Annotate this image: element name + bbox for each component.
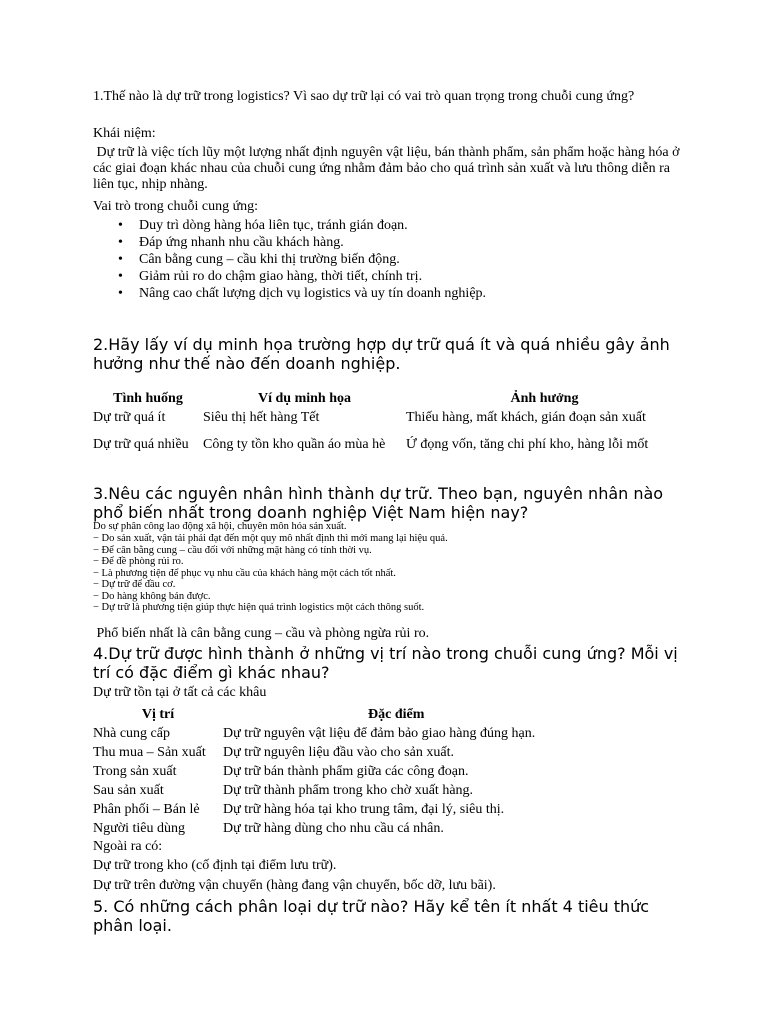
- table-header-cell: Tình huống: [113, 390, 183, 406]
- table-row: [93, 800, 593, 819]
- table-cell: Dự trữ bán thành phẩm giữa các công đoạn.: [223, 763, 469, 779]
- q3-question: 3.Nêu các nguyên nhân hình thành dự trữ. Theo bạn, nguyên nhân nào phổ biến nhất trong doanh nghiệp Việt Nam hiện nay?: [93, 484, 664, 522]
- table-header-cell: Vị trí: [141, 706, 175, 722]
- table-cell: Dự trữ hàng hóa tại kho trung tâm, đại lý, siêu thị.: [223, 801, 505, 817]
- q5-question: 5. Có những cách phân loại dự trữ nào? Hãy kể tên ít nhất 4 tiêu thức phân loại.: [93, 897, 650, 935]
- table-cell: Siêu thị hết hàng Tết: [203, 410, 320, 425]
- dash-icon: −: [93, 579, 102, 590]
- q4-table: [93, 705, 593, 838]
- q1-concept-label: Khái niệm:: [93, 126, 156, 141]
- table-cell: Sau sản xuất: [93, 782, 164, 798]
- table-row: [93, 819, 593, 838]
- table-cell: Thu mua – Sản xuất: [93, 744, 206, 760]
- table-header-cell: Ví dụ minh họa: [258, 390, 351, 406]
- table-cell: Dự trữ hàng dùng cho nhu cầu cá nhân.: [223, 820, 444, 836]
- table-cell: Dự trữ thành phẩm trong kho chờ xuất hàng.: [223, 782, 474, 798]
- dash-icon: −: [93, 590, 102, 602]
- q4-extra-item: Dự trữ trong kho (cố định tại điểm lưu trữ).: [93, 858, 337, 873]
- table-cell: Dự trữ quá nhiều: [93, 437, 189, 452]
- list-item: • Cân bằng cung – cầu khi thị trường biến động.: [113, 252, 693, 268]
- table-cell: Dự trữ quá ít: [93, 410, 166, 425]
- q2-table: [93, 389, 683, 462]
- table-header-row: [93, 705, 593, 724]
- list-item: − Để đề phòng rủi ro.: [93, 556, 184, 567]
- q4-intro: Dự trữ tồn tại ở tất cả các khâu: [93, 685, 267, 700]
- q4-question: 4.Dự trữ được hình thành ở những vị trí nào trong chuỗi cung ứng? Mỗi vị trí có đặc điểm gì khác nhau?: [93, 644, 678, 682]
- table-cell: Dự trữ nguyên vật liệu để đảm bảo giao hàng đúng hạn.: [223, 725, 536, 741]
- dash-icon: −: [93, 533, 102, 544]
- table-cell: Công ty tồn kho quần áo mùa hè: [203, 437, 386, 452]
- list-item: − Dự trữ để đầu cơ.: [93, 579, 176, 590]
- q3-cause-list: [93, 533, 693, 614]
- table-cell: Ứ đọng vốn, tăng chi phí kho, hàng lỗi mốt: [406, 437, 649, 452]
- table-cell: Thiếu hàng, mất khách, gián đoạn sản xuất: [406, 410, 646, 425]
- list-item: − Để cân bằng cung – cầu đối với những mặt hàng có tính thời vụ.: [93, 544, 372, 556]
- table-cell: Người tiêu dùng: [93, 820, 185, 836]
- list-item: − Do hàng không bán được.: [93, 590, 211, 602]
- table-row: [93, 762, 593, 781]
- q1-role-label: Vai trò trong chuỗi cung ứng:: [93, 199, 259, 214]
- table-cell: Phân phối – Bán lẻ: [93, 801, 200, 817]
- table-cell: Trong sản xuất: [93, 763, 177, 779]
- table-cell: Dự trữ nguyên liệu đầu vào cho sản xuất.: [223, 744, 454, 760]
- q2-question: 2.Hãy lấy ví dụ minh họa trường hợp dự trữ quá ít và quá nhiều gây ảnh hưởng như thế nào đến doanh nghiệp.: [93, 335, 670, 373]
- q4-extra-label: Ngoài ra có:: [93, 839, 163, 854]
- table-header-row: [93, 389, 683, 408]
- list-item: • Duy trì dòng hàng hóa liên tục, tránh gián đoạn.: [113, 218, 693, 234]
- list-item: − Là phương tiện để phục vụ nhu cầu của khách hàng một cách tốt nhất.: [93, 567, 396, 579]
- dash-icon: −: [93, 567, 102, 579]
- q3-conclusion: Phổ biến nhất là cân bằng cung – cầu và phòng ngừa rủi ro.: [93, 626, 430, 641]
- table-row: [93, 781, 593, 800]
- table-header-cell: Đặc điểm: [368, 706, 425, 722]
- table-row: [93, 408, 683, 428]
- table-row: [93, 743, 593, 762]
- list-item: • Đáp ứng nhanh nhu cầu khách hàng.: [113, 235, 693, 251]
- table-row: [93, 724, 593, 743]
- q4-extra-item: Dự trữ trên đường vận chuyển (hàng đang vận chuyển, bốc dỡ, lưu bãi).: [93, 878, 496, 893]
- dash-icon: −: [93, 602, 102, 613]
- list-item: • Nâng cao chất lượng dịch vụ logistics và uy tín doanh nghiệp.: [113, 286, 693, 302]
- dash-icon: −: [93, 556, 102, 567]
- q1-bullet-list: [113, 218, 693, 303]
- list-item: − Dự trữ là phương tiện giúp thực hiện quá trình logistics một cách thông suốt.: [93, 602, 425, 613]
- list-item: − Do sản xuất, vận tải phải đạt đến một quy mô nhất định thì mới mang lại hiệu quả.: [93, 533, 448, 544]
- table-cell: Nhà cung cấp: [93, 725, 170, 741]
- q1-question: 1.Thế nào là dự trữ trong logistics? Vì sao dự trữ lại có vai trò quan trọng trong chuỗi cung ứng?: [93, 89, 635, 104]
- table-row: [93, 428, 683, 462]
- list-item: • Giảm rủi ro do chậm giao hàng, thời tiết, chính trị.: [113, 269, 693, 285]
- dash-icon: −: [93, 544, 102, 556]
- q1-concept-text: Dự trữ là việc tích lũy một lượng nhất định nguyên vật liệu, bán thành phẩm, sản phẩm hoặc hàng hóa ở các giai đoạn khác nhau của chuỗi cung ứng nhằm đảm bảo cho quá trình sản xuất và lưu thông diễn ra liên tục, nhịp nhàng.: [93, 145, 684, 192]
- table-header-cell: Ảnh hưởng: [510, 390, 579, 406]
- q3-intro: Do sự phân công lao động xã hội, chuyên môn hóa sản xuất.: [93, 521, 347, 532]
